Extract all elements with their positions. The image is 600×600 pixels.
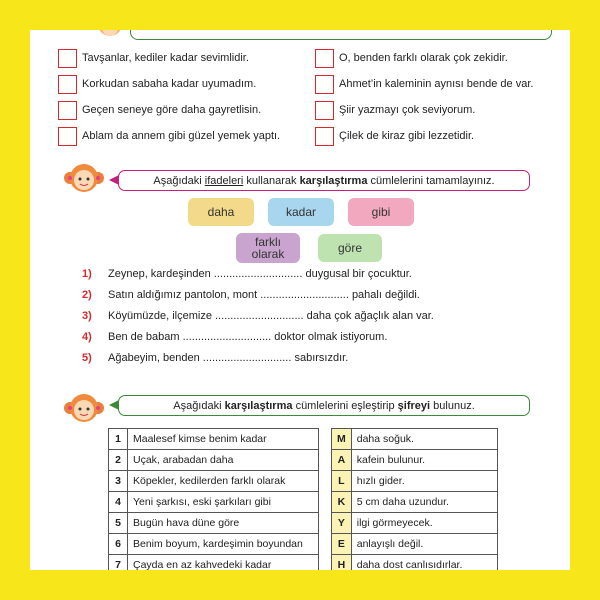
sentence-number: 4) <box>82 331 92 343</box>
sentence-end: ilgi görmeyecek. <box>351 513 497 534</box>
answer-checkbox[interactable] <box>58 49 77 68</box>
girl-icon-top <box>90 30 130 40</box>
sentence-number: 3) <box>82 310 92 322</box>
sentence-end: anlayışlı değil. <box>351 534 497 555</box>
answer-checkbox[interactable] <box>315 101 334 120</box>
word-card-gore: göre <box>318 234 382 262</box>
sentence-end: daha soğuk. <box>351 429 497 450</box>
part3-instruction-banner <box>118 395 530 416</box>
match-table-right <box>331 428 498 570</box>
sentence-number: 2) <box>82 289 92 301</box>
part2-instr-mid: kullanarak <box>246 174 297 187</box>
part3-instr-post: bulunuz. <box>433 399 475 412</box>
row-number: 6 <box>109 534 128 555</box>
table-row <box>332 450 498 471</box>
part2-instruction-banner <box>118 170 530 191</box>
sentence-end: hızlı gider. <box>351 471 497 492</box>
word-card-daha: daha <box>188 198 254 226</box>
sentence-start: Uçak, arabadan daha <box>128 450 319 471</box>
part2-instr-bold: karşılaştırma <box>299 174 368 187</box>
worksheet <box>30 30 570 570</box>
answer-checkbox[interactable] <box>58 127 77 146</box>
statement-text: Ablam da annem gibi güzel yemek yaptı. <box>82 130 281 142</box>
sentence-start: Maalesef kimse benim kadar <box>128 429 319 450</box>
statement-text: Tavşanlar, kediler kadar sevimlidir. <box>82 52 249 64</box>
word-card-kadar: kadar <box>268 198 334 226</box>
word-card-gibi: gibi <box>348 198 414 226</box>
table-row <box>109 555 319 571</box>
fill-in-sentence: Köyümüzde, ilçemize ............................. daha çok ağaçlık alan var. <box>108 310 434 322</box>
code-letter: K <box>332 492 352 513</box>
girl-icon-part3 <box>62 388 106 428</box>
sentence-end: daha dost canlısıdırlar. <box>351 555 497 571</box>
code-letter: E <box>332 534 352 555</box>
table-row <box>332 534 498 555</box>
table-row <box>109 450 319 471</box>
match-table-left <box>108 428 319 570</box>
row-number: 1 <box>109 429 128 450</box>
row-number: 7 <box>109 555 128 571</box>
part3-instr-pre: Aşağıdaki <box>173 399 222 412</box>
sentence-end: 5 cm daha uzundur. <box>351 492 497 513</box>
table-row <box>109 492 319 513</box>
sentence-start: Çayda en az kahvedeki kadar <box>128 555 319 571</box>
row-number: 4 <box>109 492 128 513</box>
table-row <box>332 429 498 450</box>
statement-text: Korkudan sabaha kadar uyumadım. <box>82 78 257 90</box>
code-letter: L <box>332 471 352 492</box>
table-row <box>332 492 498 513</box>
table-row <box>109 429 319 450</box>
part3-instr-bold1: karşılaştırma <box>224 399 293 412</box>
sentence-start: Benim boyum, kardeşimin boyundan <box>128 534 319 555</box>
code-letter: Y <box>332 513 352 534</box>
row-number: 5 <box>109 513 128 534</box>
answer-checkbox[interactable] <box>58 101 77 120</box>
part3-instr-bold2: şifreyi <box>397 399 431 412</box>
table-row <box>109 471 319 492</box>
statement-text: Şiir yazmayı çok seviyorum. <box>339 104 476 116</box>
table-row <box>332 513 498 534</box>
code-letter: A <box>332 450 352 471</box>
fill-in-sentence: Ben de babam ............................. doktor olmak istiyorum. <box>108 331 388 343</box>
code-letter: H <box>332 555 352 571</box>
part2-instr-post: cümlelerini tamamlayınız. <box>370 174 495 187</box>
table-row <box>332 471 498 492</box>
answer-checkbox[interactable] <box>315 75 334 94</box>
table-row <box>109 534 319 555</box>
sentence-number: 5) <box>82 352 92 364</box>
sentence-start: Köpekler, kedilerden farklı olarak <box>128 471 319 492</box>
top-banner-partial <box>130 30 552 40</box>
part2-instr-pre: Aşağıdaki <box>153 174 202 187</box>
answer-checkbox[interactable] <box>315 49 334 68</box>
sentence-start: Bugün hava düne göre <box>128 513 319 534</box>
row-number: 3 <box>109 471 128 492</box>
statement-text: O, benden farklı olarak çok zekidir. <box>339 52 508 64</box>
statement-text: Geçen seneye göre daha gayretlisin. <box>82 104 262 116</box>
row-number: 2 <box>109 450 128 471</box>
statement-text: Çilek de kiraz gibi lezzetidir. <box>339 130 475 142</box>
sentence-number: 1) <box>82 268 92 280</box>
fill-in-sentence: Satın aldığımız pantolon, mont ............................. pahalı değildi. <box>108 289 420 301</box>
statement-text: Ahmet’in kaleminin aynısı bende de var. <box>339 78 534 90</box>
code-letter: M <box>332 429 352 450</box>
table-row <box>332 555 498 571</box>
part2-instr-underlined: ifadeleri <box>204 174 244 187</box>
table-row <box>109 513 319 534</box>
part3-instr-mid: cümlelerini eşleştirip <box>295 399 395 412</box>
fill-in-sentence: Ağabeyim, benden ............................. sabırsızdır. <box>108 352 349 364</box>
word-card-farkli-olarak: farklı olarak <box>236 233 300 263</box>
fill-in-sentence: Zeynep, kardeşinden ............................. duygusal bir çocuktur. <box>108 268 412 280</box>
answer-checkbox[interactable] <box>315 127 334 146</box>
sentence-start: Yeni şarkısı, eski şarkıları gibi <box>128 492 319 513</box>
girl-icon-part2 <box>62 158 106 198</box>
answer-checkbox[interactable] <box>58 75 77 94</box>
sentence-end: kafein bulunur. <box>351 450 497 471</box>
